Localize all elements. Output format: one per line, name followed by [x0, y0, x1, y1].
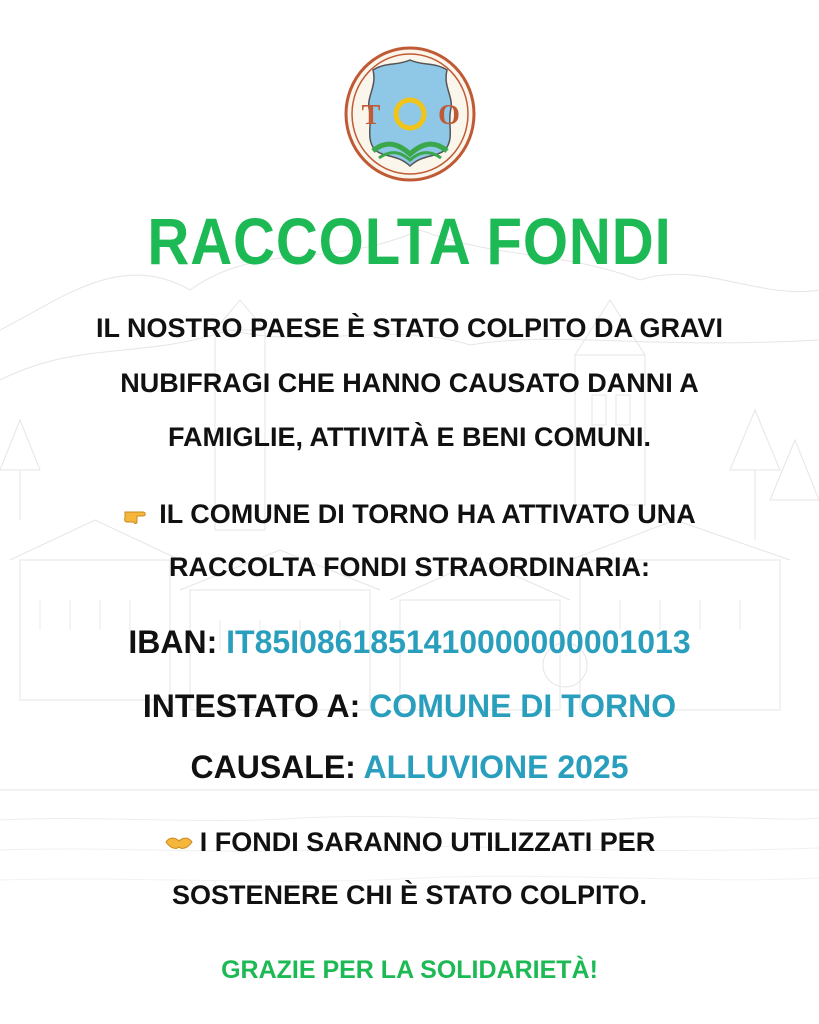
intro-line-3: FAMIGLIE, ATTIVITÀ E BENI COMUNI. [168, 422, 651, 452]
announcement-line-1 [0, 494, 819, 534]
pointing-hand-icon [123, 502, 153, 526]
handshake-icon [164, 830, 194, 854]
usage-text-1: I FONDI SARANNO UTILIZZATI PER [199, 827, 656, 857]
svg-text:O: O [438, 100, 460, 131]
reason-value: ALLUVIONE 2025 [363, 749, 629, 785]
reason-label: CAUSALE: [190, 749, 356, 785]
page-title: RACCOLTA FONDI [147, 204, 672, 278]
iban-line [0, 619, 819, 665]
intro-line-2: NUBIFRAGI CHE HANNO CAUSATO DANNI A [120, 368, 699, 398]
holder-label: INTESTATO A: [142, 688, 361, 724]
intro-line-1: IL NOSTRO PAESE È STATO COLPITO DA GRAVI [95, 313, 724, 343]
announcement-text-1: IL COMUNE DI TORNO HA ATTIVATO UNA [159, 499, 696, 529]
holder-value: COMUNE DI TORNO [369, 688, 677, 724]
announcement-line-2: RACCOLTA FONDI STRAORDINARIA: [169, 552, 650, 582]
reason-line [0, 744, 819, 790]
iban-value: IT85I0861851410000000001013 [226, 624, 691, 660]
thanks-message: GRAZIE PER LA SOLIDARIETÀ! [221, 956, 598, 984]
usage-line-1 [0, 822, 819, 862]
torno-coat-of-arms-icon [343, 46, 477, 182]
iban-label: IBAN: [128, 624, 218, 660]
holder-line [0, 683, 819, 729]
usage-line-2: SOSTENERE CHI È STATO COLPITO. [171, 880, 648, 910]
svg-text:T: T [361, 100, 381, 131]
